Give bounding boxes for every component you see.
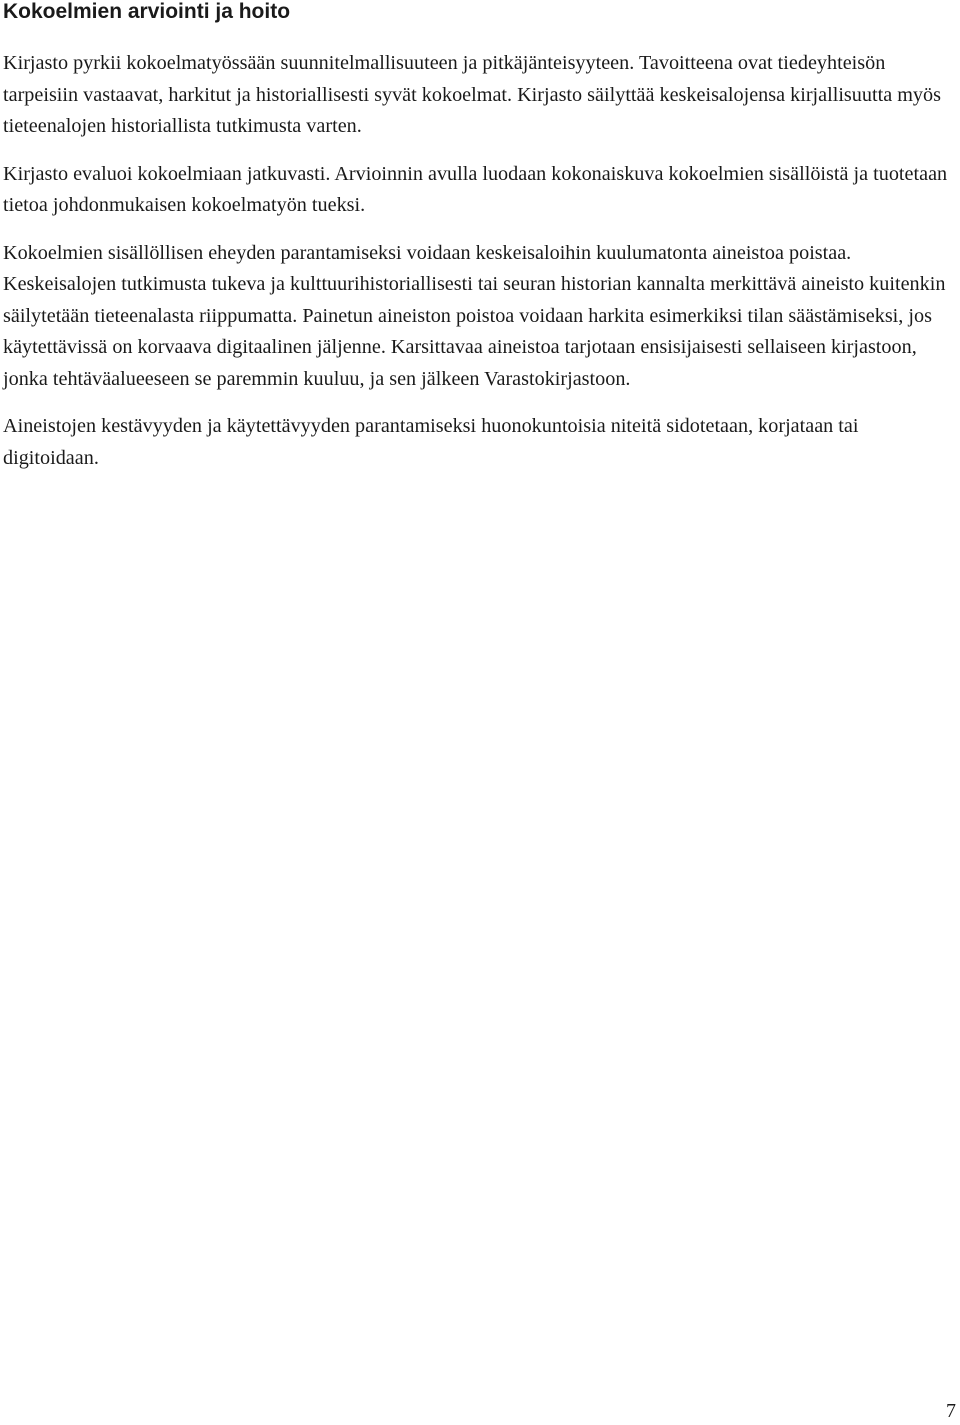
paragraph-2: Kirjasto evaluoi kokoelmiaan jatkuvasti. Arvioinnin avulla luodaan kokonaiskuva kokoelmien sisällöistä ja tuotetaan tietoa johdonmukaisen kokoelmatyön tueksi. xyxy=(3,162,948,216)
section-heading: Kokoelmien arviointi ja hoito xyxy=(3,0,291,23)
paragraph-4: Aineistojen kestävyyden ja käytettävyyden parantamiseksi huonokuntoisia niteitä sidotetaan, korjataan tai digitoidaan. xyxy=(3,415,859,469)
paragraph-1: Kirjasto pyrkii kokoelmatyössään suunnitelmallisuuteen ja pitkäjänteisyyteen. Tavoitteena ovat tiedeyhteisön tarpeisiin vastaavat, harkitut ja historiallisesti syvät kokoelmat. Kirjasto säilyttää keskeisalojensa kirjallisuutta myös tieteenalojen historiallista tutkimusta varten. xyxy=(3,52,941,137)
paragraph-3: Kokoelmien sisällöllisen eheyden parantamiseksi voidaan keskeisaloihin kuulumatonta aineistoa poistaa. Keskeisalojen tutkimusta tukeva ja kulttuurihistoriallisesti tai seuran historian kannalta merkittävä aineisto kuitenkin säilytetään tieteenalasta riippumatta. Painetun aineiston poistoa voidaan harkita esimerkiksi tilan säästämiseksi, jos käytettävissä on korvaava digitaalinen jäljenne. Karsittavaa aineistoa tarjotaan ensisijaisesti sellaiseen kirjastoon, jonka tehtäväalueeseen se paremmin kuuluu, ja sen jälkeen Varastokirjastoon. xyxy=(3,241,946,390)
page-number: 7 xyxy=(946,1400,956,1422)
body-text xyxy=(3,48,953,490)
